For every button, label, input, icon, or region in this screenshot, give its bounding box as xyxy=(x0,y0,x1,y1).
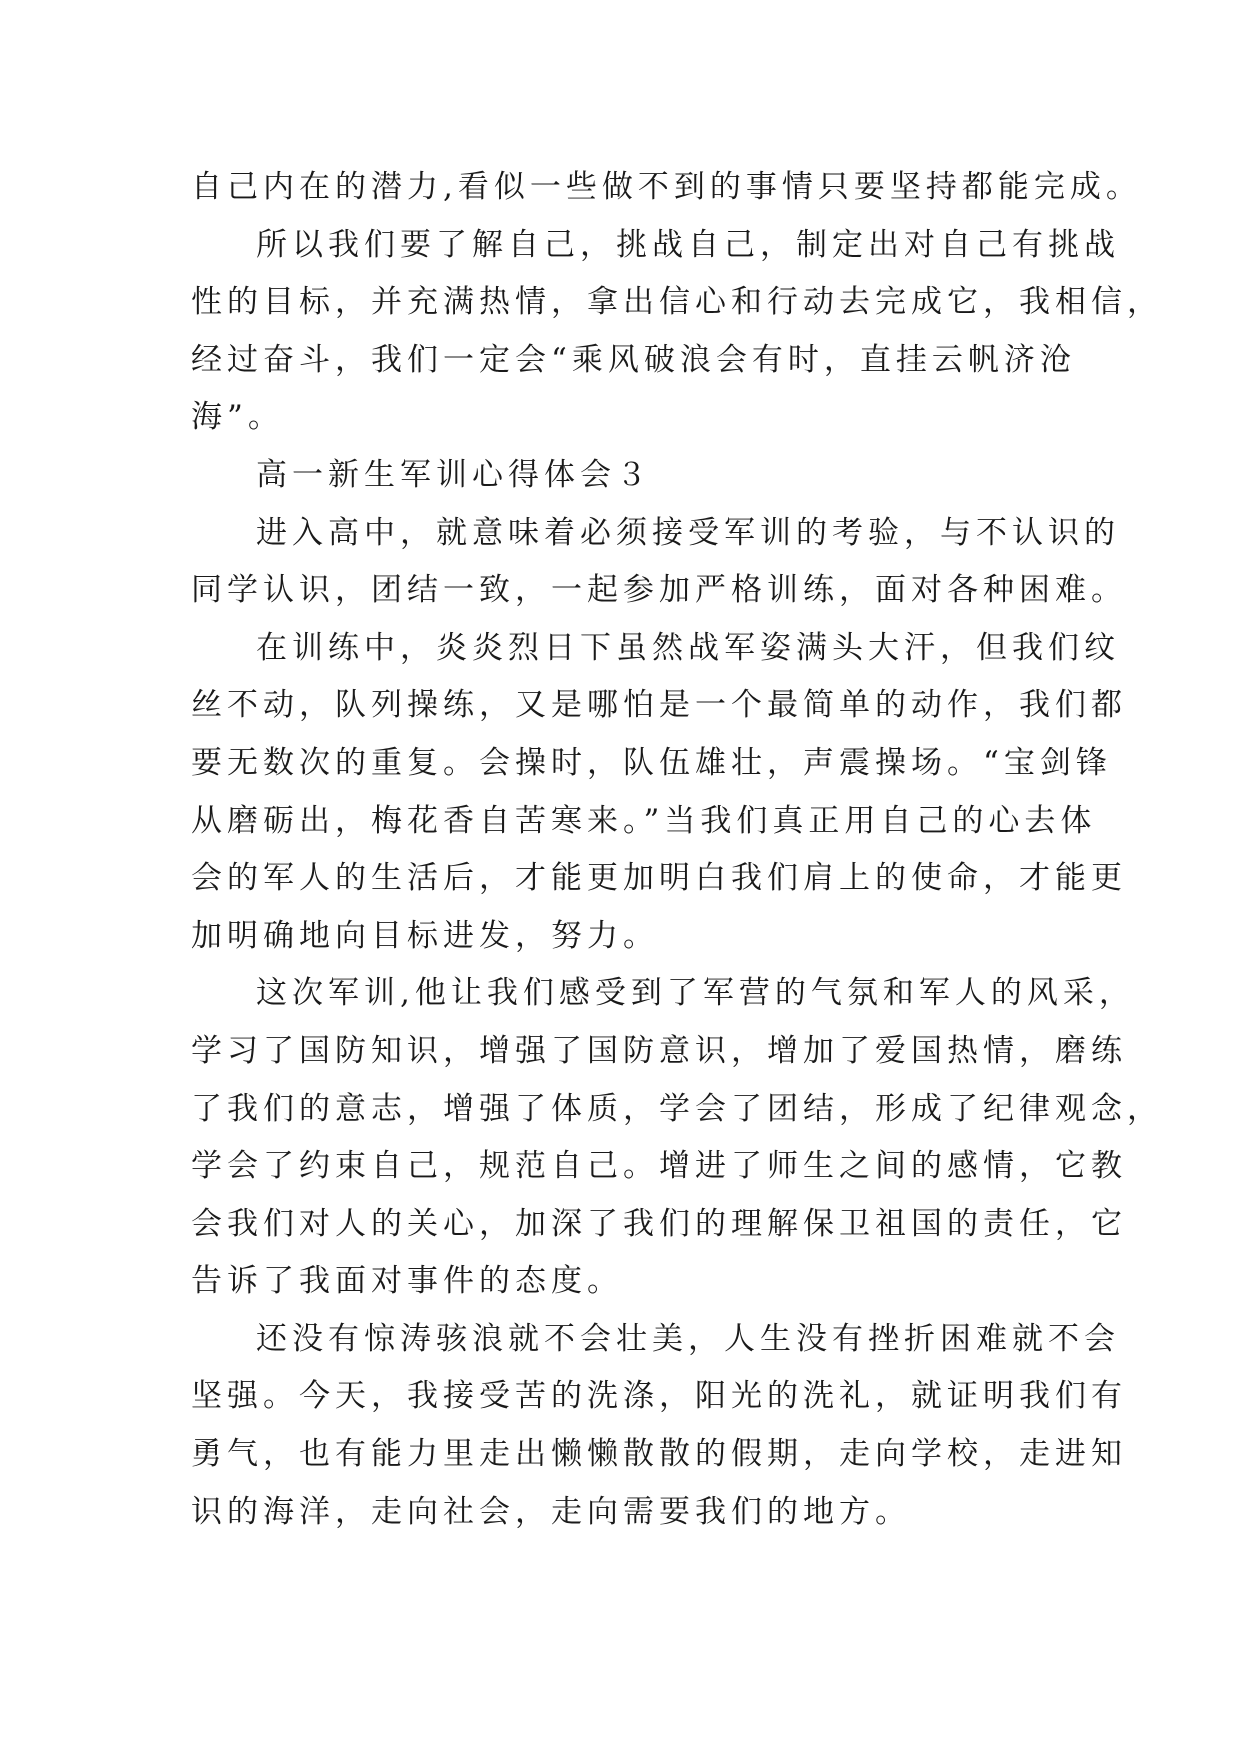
text-line: 要无数次的重复。会操时，队伍雄壮，声震操场。“宝剑锋 xyxy=(191,744,1112,781)
text-line: 还没有惊涛骇浪就不会壮美，人生没有挫折困难就不会 xyxy=(256,1320,1120,1357)
text-line: 加明确地向目标进发，努力。 xyxy=(191,917,659,954)
text-line: 自己内在的潜力,看似一些做不到的事情只要坚持都能完成。 xyxy=(191,169,1142,205)
section-heading: 高一新生军训心得体会３ xyxy=(256,456,652,493)
text-line: 同学认识，团结一致，一起参加严格训练，面对各种困难。 xyxy=(191,572,1127,609)
text-line: 性的目标，并充满热情，拿出信心和行动去完成它，我相信， xyxy=(191,284,1163,321)
text-line: 这次军训,他让我们感受到了军营的气氛和军人的风采， xyxy=(256,975,1135,1012)
text-line: 所以我们要了解自己，挑战自己，制定出对自己有挑战 xyxy=(256,226,1120,263)
text-line: 从磨砺出，梅花香自苦寒来。”当我们真正用自己的心去体 xyxy=(191,802,1097,839)
text-line: 了我们的意志，增强了体质，学会了团结，形成了纪律观念， xyxy=(191,1090,1163,1127)
text-line: 海”。 xyxy=(191,399,284,436)
text-line: 会我们对人的关心，加深了我们的理解保卫祖国的责任，它 xyxy=(191,1205,1127,1242)
text-line: 识的海洋，走向社会，走向需要我们的地方。 xyxy=(191,1493,911,1530)
text-line: 学会了约束自己，规范自己。增进了师生之间的感情，它教 xyxy=(191,1148,1127,1185)
document-body xyxy=(191,159,1163,1541)
text-line: 会的军人的生活后，才能更加明白我们肩上的使命，才能更 xyxy=(191,860,1127,897)
text-line: 勇气，也有能力里走出懒懒散散的假期，走向学校，走进知 xyxy=(191,1436,1127,1473)
text-line: 丝不动，队列操练，又是哪怕是一个最简单的动作，我们都 xyxy=(191,687,1127,724)
text-line: 坚强。今天，我接受苦的洗涤，阳光的洗礼，就证明我们有 xyxy=(191,1378,1127,1415)
text-line: 进入高中，就意味着必须接受军训的考验，与不认识的 xyxy=(256,514,1120,551)
text-line: 告诉了我面对事件的态度。 xyxy=(191,1263,623,1300)
text-line: 在训练中，炎炎烈日下虽然战军姿满头大汗，但我们纹 xyxy=(256,629,1120,666)
text-line: 学习了国防知识，增强了国防意识，增加了爱国热情，磨练 xyxy=(191,1032,1127,1069)
text-line: 经过奋斗，我们一定会“乘风破浪会有时，直挂云帆济沧 xyxy=(191,341,1076,378)
